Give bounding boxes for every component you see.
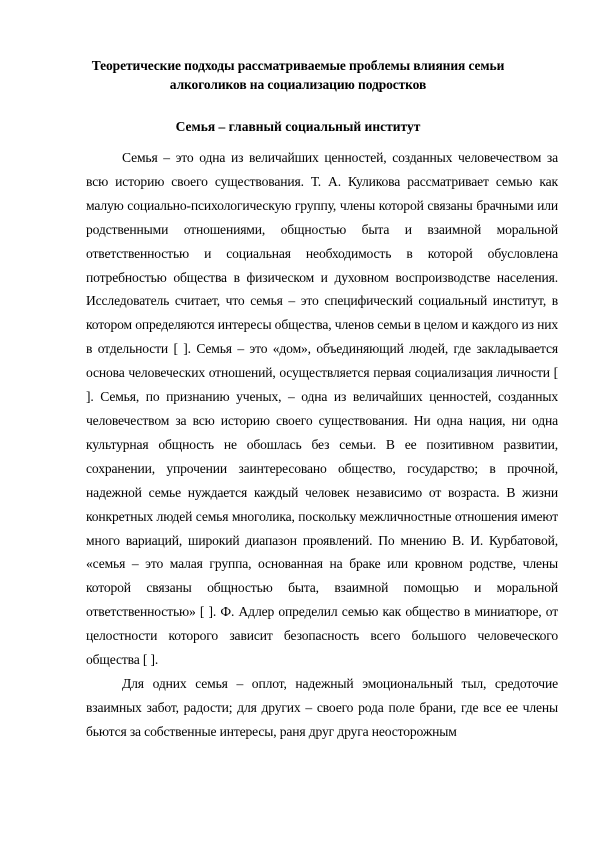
paragraph: Семья – это одна из величайших ценностей, созданных человечеством за всю историю своего существования. Т. А. Куликова рассматривает семью как малую социально-психологическую группу, члены которой связаны брачными или родственными отношениями, общностью быта и взаимной моральной ответственностью и социальная необходимость в которой обусловлена потребностью общества в физическом и духовном воспроизводстве населения. Исследователь считает, что семья – это специфический социальный институт, в котором определяются интересы общества, членов семьи в целом и каждого из них в отдельности [ ]. Семья – это «дом», объединяющий людей, где закладывается основа человеческих отношений, осуществляется первая социализация личности [ ]. Семья, по признанию ученых, – одна из величайших ценностей, созданных человечеством за всю историю своего существования. Ни одна нация, ни одна культурная общность не обошлась без семьи. В ее позитивном развитии, сохранении, упрочении заинтересовано общество, государство; в прочной, надежной семье нуждается каждый человек независимо от возраста. В жизни конкретных людей семья многолика, поскольку межличностные отношения имеют много вариаций, широкий диапазон проявлений. По мнению В. И. Курбатовой, «семья – это малая группа, основанная на браке или кровном родстве, члены которой связаны общностью быта, взаимной помощью и моральной ответственностью» [ ]. Ф. Адлер определил семью как общество в миниатюре, от целостности которого зависит безопасность всего большого человеческого общества [ ]. xyxy=(86,150,558,668)
document-title: Теоретические подходы рассматриваемые проблемы влияния семьи алкоголиков на социализацию подростков xyxy=(91,58,505,92)
document-body xyxy=(86,146,558,744)
section-heading: Семья – главный социальный институт xyxy=(175,119,421,134)
paragraph: Для одних семья – оплот, надежный эмоциональный тыл, средоточие взаимных забот, радости; для других – своего рода поле брани, где все ее члены бьются за собственные интересы, раня друг друга неосторожным xyxy=(86,675,558,739)
